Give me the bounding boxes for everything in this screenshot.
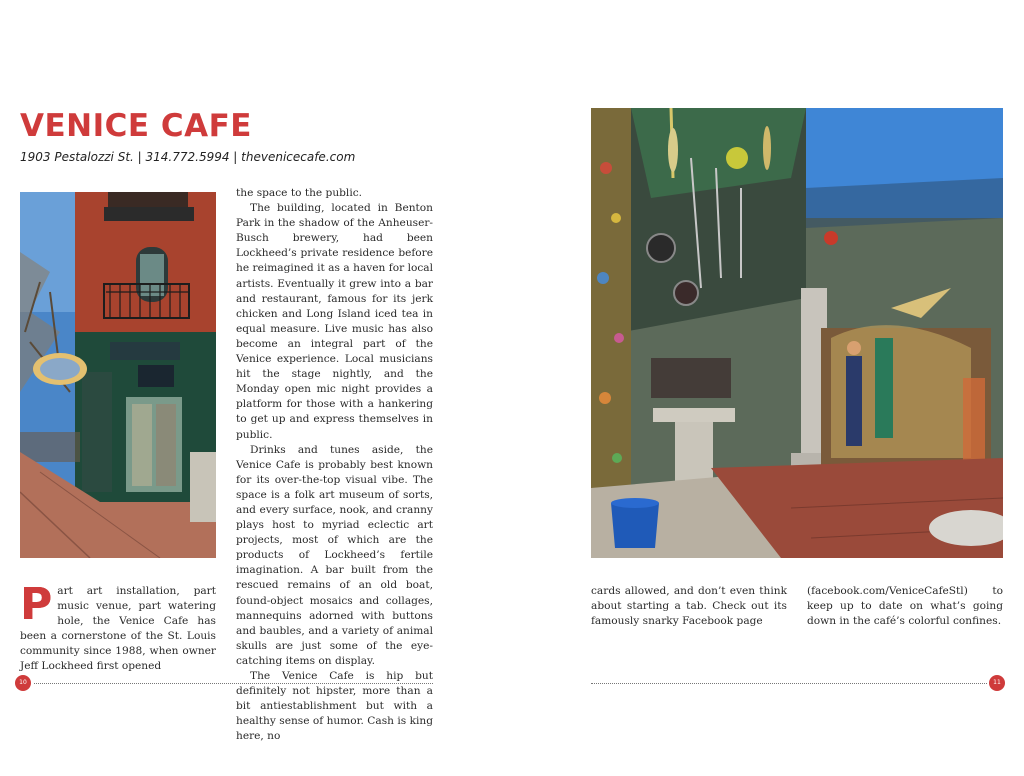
column-2 — [236, 186, 433, 744]
courtyard-illustration — [591, 108, 1003, 558]
storefront-photo — [20, 192, 216, 558]
page-number-right: 11 — [989, 675, 1005, 691]
article-paragraph: Drinks and tunes aside, the Venice Cafe is probably best known for its over-the-top visual vibe. The space is a folk art museum of sorts, and every surface, nook, and cranny plays host to myriad eclectic art projects, most of which are the products of Lockheed’s fertile imagination. A bar built from the rescued remains of an old boat, found-object mosaics and collages, mannequins adorned with buttons and baubles, and a variety of animal skulls are just some of the eye-catching items on display. — [236, 443, 433, 667]
address-line: 1903 Pestalozzi St. | 314.772.5994 | thevenicecafe.com — [20, 150, 356, 164]
article-paragraph: the space to the public. — [236, 187, 363, 199]
footer-rule-left — [34, 683, 433, 684]
article-title: VENICE CAFE — [20, 108, 252, 144]
article-paragraph: The Venice Cafe is hip but definitely not hipster, more than a bit antiestablishment but with a healthy sense of humor. Cash is king here, no — [236, 670, 433, 743]
column-1 — [20, 579, 216, 675]
page-number-left: 10 — [15, 675, 31, 691]
storefront-illustration — [20, 192, 216, 558]
column-3 — [591, 584, 787, 629]
courtyard-photo — [591, 108, 1003, 558]
article-paragraph — [20, 579, 216, 675]
footer-rule-right — [591, 683, 987, 684]
drop-cap: P — [20, 579, 53, 630]
article-paragraph: cards allowed, and don’t even think about starting a tab. Check out its famously snarky Facebook page — [591, 585, 787, 628]
article-paragraph: (facebook.com/VeniceCafeStl) to keep up to date on what’s going down in the café’s colorful confines. — [807, 585, 1003, 628]
article-paragraph: The building, located in Benton Park in the shadow of the Anheuser-Busch brewery, had been Lockheed’s private residence before he reimagined it as a haven for local artists. Eventually it grew into a bar and restaurant, famous for its jerk chicken and Long Island iced tea in equal measure. Live music has also become an integral part of the Venice experience. Local musicians hit the stage nightly, and the Monday open mic night provides a platform for those with a hankering to get up and express themselves in public. — [236, 202, 433, 441]
column-4 — [807, 584, 1003, 629]
paragraph-text: art art installation, part music venue, part watering hole, the Venice Cafe has been a cornerstone of the St. Louis community since 1988, when owner Jeff Lockheed first opened — [20, 585, 216, 673]
